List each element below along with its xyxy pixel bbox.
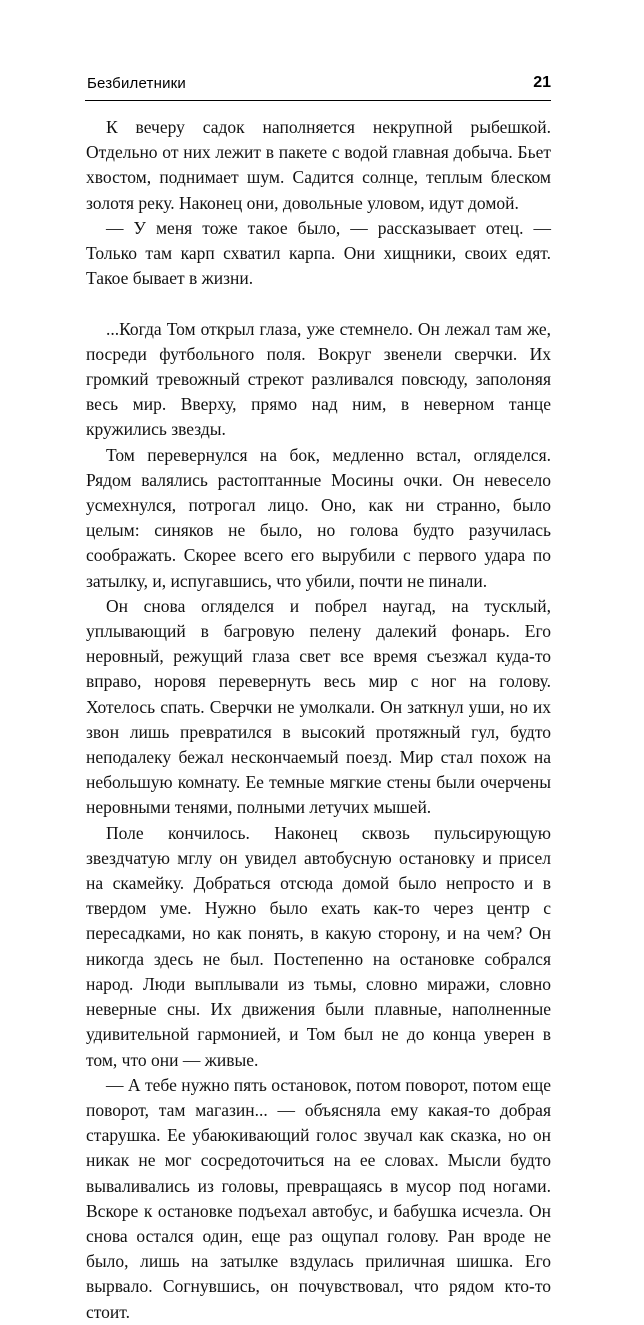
paragraph: Том перевернулся на бок, медленно встал, огляделся. Рядом валялись растоптанные Мосины очки. Он невесело усмехнулся, потрогал лицо. Оно, как ни странно, было целым: синяков не было, но голова будто разучилась соображать. Скорее всего его вырубили с первого удара по затылку, и, испугавшись, что убили, почти не пинали. xyxy=(86,444,551,591)
main-text xyxy=(86,115,551,1325)
running-header xyxy=(85,72,551,101)
paragraph: К вечеру садок наполняется некрупной рыбешкой. Отдельно от них лежит в пакете с водой главная добыча. Бьет хвостом, поднимает шум. Садится солнце, теплым блеском золотя реку. Наконец они, довольные уловом, идут домой. xyxy=(86,117,551,213)
running-title: Безбилетники xyxy=(87,75,187,92)
paragraph: Он снова огляделся и побрел наугад, на тусклый, уплывающий в багровую пелену далекий фонарь. Его неровный, режущий глаза свет все время съезжал куда-то вправо, норовя перевернуть весь мир с ног на голову. Хотелось спать. Сверчки не умолкали. Он заткнул уши, но их звон лишь превратился в высокий протяжный гул, будто неподалеку бежал нескончаемый поезд. Мир стал похож на небольшую комнату. Ее темные мягкие стены были очерчены неровными тенями, полными летучих мышей. xyxy=(86,595,551,818)
paragraph: — У меня тоже такое было, — рассказывает отец. — Только там карп схватил карпа. Они хищники, своих едят. Такое бывает в жизни. xyxy=(86,217,551,289)
section-break xyxy=(86,291,551,316)
paragraph: — А тебе нужно пять остановок, потом поворот, потом еще поворот, там магазин... — объясняла ему какая-то добрая старушка. Ее убаюкивающий голос звучал как сказка, но он никак не мог сосредоточиться на ее словах. Мысли будто вываливались из головы, превращаясь в мусор под ногами. Вскоре к остановке подъехал автобус, и бабушка исчезла. Он снова остался один, еще раз ощупал голову. Ран вроде не было, лишь на затылке вздулась приличная шишка. Его вырвало. Согнувшись, он почувствовал, что рядом кто-то стоит. xyxy=(86,1074,551,1322)
page-number: 21 xyxy=(533,74,551,91)
paragraph: Поле кончилось. Наконец сквозь пульсирующую звездчатую мглу он увидел автобусную остановку и присел на скамейку. Добраться отсюда домой было непросто и в твердом уме. Нужно было ехать как-то через центр с пересадками, но как понять, в какую сторону, и на чем? Он никогда здесь не был. Постепенно на остановке собрался народ. Люди выплывали из тьмы, словно миражи, словно неверные сны. Их движения были плавные, наполненные удивительной гармонией, и Том был не до конца уверен в том, что они — живые. xyxy=(86,822,551,1070)
paragraph: ...Когда Том открыл глаза, уже стемнело. Он лежал там же, посреди футбольного поля. Вокруг звенели сверчки. Их громкий тревожный стрекот разливался повсюду, заполоняя весь мир. Вверху, прямо над ним, в неверном танце кружились звезды. xyxy=(86,318,551,440)
